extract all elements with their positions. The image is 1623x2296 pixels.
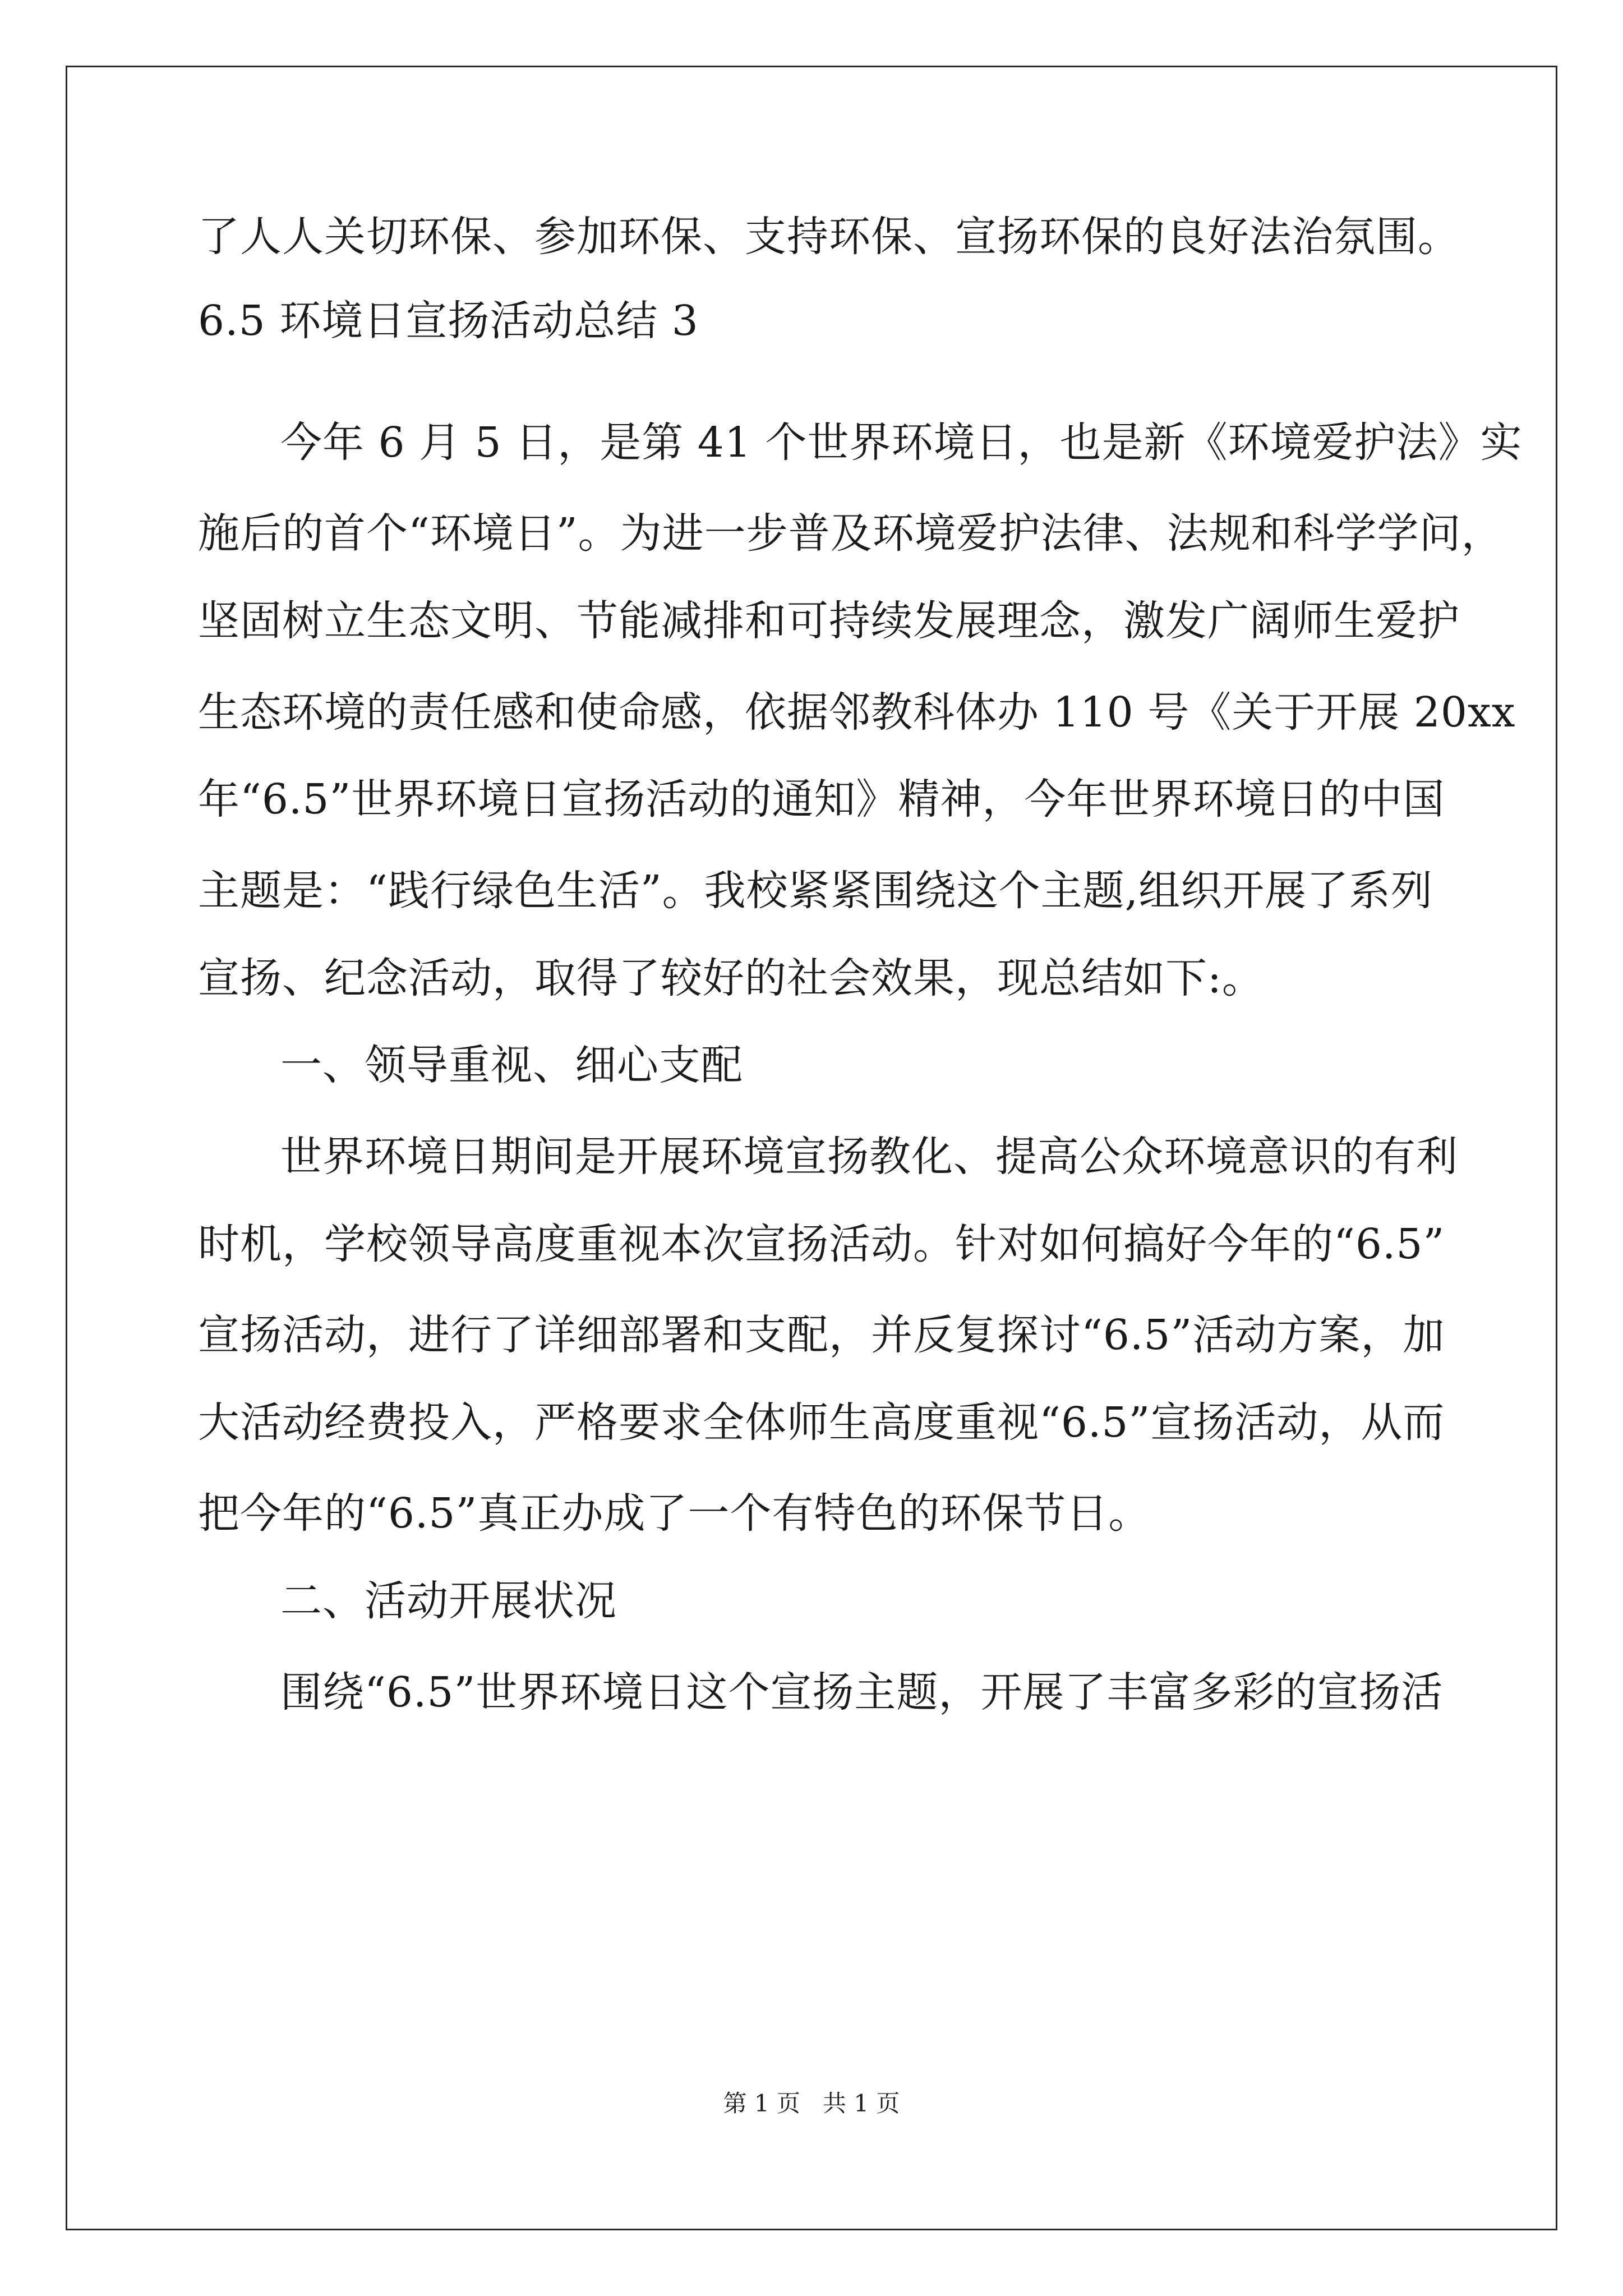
body-line: 宣扬、纪念活动，取得了较好的社会效果，现总结如下:。 bbox=[198, 954, 1264, 1002]
body-line: 时机，学校领导高度重视本次宣扬活动。针对如何搞好今年的“6.5” bbox=[198, 1220, 1445, 1268]
subheading: 二、活动开展状况 bbox=[280, 1577, 617, 1625]
page-number: 第 1 页 bbox=[723, 2090, 800, 2117]
paragraph-first-line: 围绕“6.5”世界环境日这个宣扬主题，开展了丰富多彩的宣扬活 bbox=[280, 1668, 1444, 1717]
body-line: 主题是：“践行绿色生活”。我校紧紧围绕这个主题,组织开展了系列 bbox=[198, 867, 1433, 915]
page-total: 共 1 页 bbox=[823, 2090, 900, 2117]
page-footer bbox=[0, 2087, 1623, 2120]
body-line: 把今年的“6.5”真正办成了一个有特色的环保节日。 bbox=[198, 1489, 1151, 1538]
subheading: 一、领导重视、细心支配 bbox=[280, 1041, 743, 1089]
paragraph-first-line: 今年 6 月 5 日，是第 41 个世界环境日，也是新《环境爱护法》实 bbox=[280, 418, 1523, 467]
body-line: 年“6.5”世界环境日宣扬活动的通知》精神，今年世界环境日的中国 bbox=[198, 775, 1445, 823]
body-line: 宣扬活动，进行了详细部署和支配，并反复探讨“6.5”活动方案，加 bbox=[198, 1311, 1445, 1359]
body-line: 坚固树立生态文明、节能减排和可持续发展理念，激发广阔师生爱护 bbox=[198, 597, 1460, 645]
paragraph-first-line: 世界环境日期间是开展环境宣扬教化、提高公众环境意识的有利 bbox=[280, 1133, 1458, 1181]
body-line: 大活动经费投入，严格要求全体师生高度重视“6.5”宣扬活动，从而 bbox=[198, 1398, 1445, 1447]
body-line: 生态环境的责任感和使命感，依据邻教科体办 110 号《关于开展 20xx bbox=[198, 688, 1516, 737]
body-line: 施后的首个“环境日”。为进一步普及环境爱护法律、法规和科学学问， bbox=[198, 509, 1504, 558]
section-heading: 6.5 环境日宣扬活动总结 3 bbox=[198, 297, 699, 345]
body-line: 了人人关切环保、参加环保、支持环保、宣扬环保的良好法治氛围。 bbox=[198, 213, 1460, 261]
